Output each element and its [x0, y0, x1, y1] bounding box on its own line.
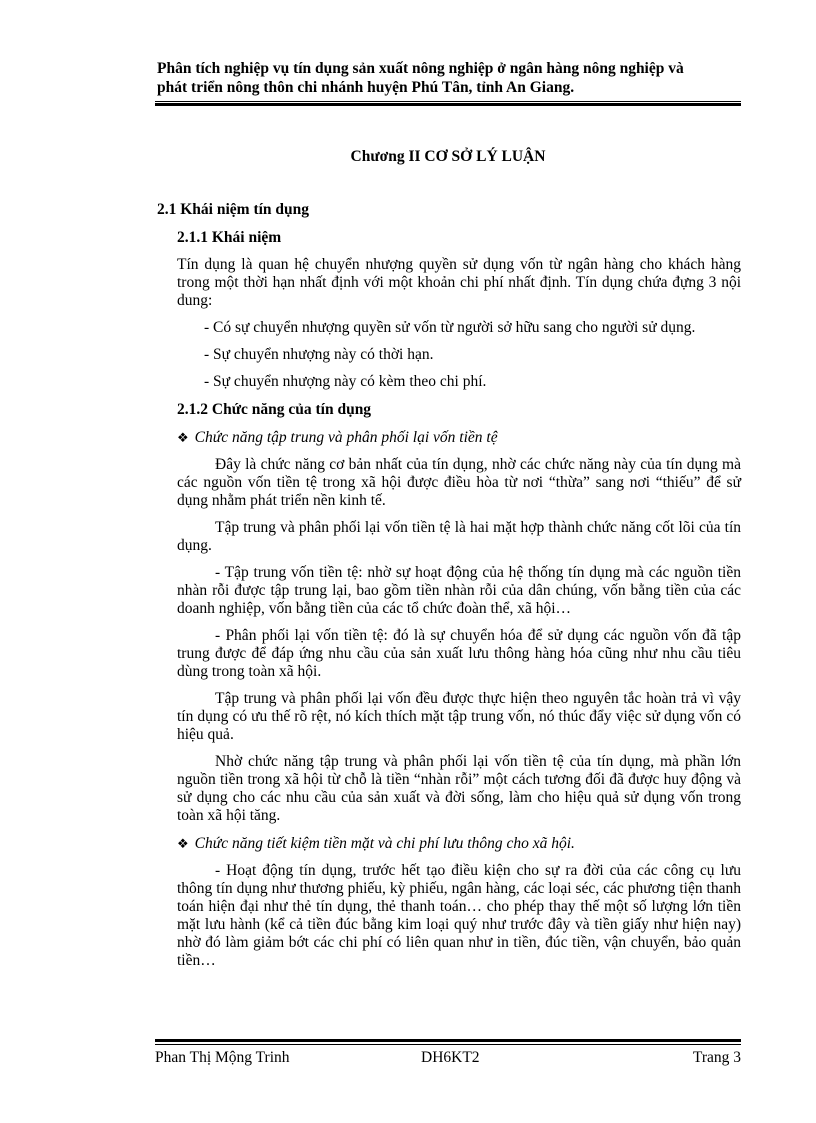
footer-class-code: DH6KT2	[421, 1049, 480, 1066]
header-rule-thick	[155, 103, 741, 106]
function-title-2-text: Chức năng tiết kiệm tiền mặt và chi phí lưu thông cho xã hội.	[194, 835, 575, 852]
header-title-line-1: Phân tích nghiệp vụ tín dụng sản xuất nông nghiệp ở ngân hàng nông nghiệp và	[157, 60, 684, 77]
footer-rule-thick	[155, 1039, 741, 1042]
definition-bullet: - Có sự chuyển nhượng quyền sử vốn từ người sở hữu sang cho người sử dụng.	[204, 319, 696, 336]
main-content	[157, 200, 741, 979]
subsection-heading-2-1-2: 2.1.2 Chức năng của tín dụng	[177, 401, 372, 418]
chapter-title: Chương II CƠ SỞ LÝ LUẬN	[350, 148, 546, 165]
diamond-bullet-icon: ❖	[177, 430, 189, 445]
body-paragraph: - Tập trung vốn tiền tệ: nhờ sự hoạt động của hệ thống tín dụng mà các nguồn tiền nhàn rỗi được tập trung lại, bao gồm tiền nhàn rỗi của dân chúng, vốn bằng tiền của các doanh nghiệp, vốn bằng tiền của các tổ chức đoàn thể, xã hội…	[177, 564, 741, 617]
footer-page-number: Trang 3	[692, 1049, 741, 1066]
section-heading-2-1: 2.1 Khái niệm tín dụng	[157, 201, 310, 218]
document-header	[157, 59, 757, 97]
function-title-1-text: Chức năng tập trung và phân phối lại vốn tiền tệ	[194, 429, 498, 446]
subsection-heading-2-1-1: 2.1.1 Khái niệm	[177, 229, 282, 246]
footer-rule-thin	[155, 1044, 741, 1045]
function-title-1	[177, 428, 741, 447]
body-paragraph: Tập trung và phân phối lại vốn tiền tệ là hai mặt hợp thành chức năng cốt lõi của tín dụng.	[177, 519, 741, 554]
body-paragraph: - Phân phối lại vốn tiền tệ: đó là sự chuyển hóa để sử dụng các nguồn vốn đã tập trung được để đáp ứng nhu cầu của sản xuất lưu thông hàng hóa cũng như nhu cầu tiêu dùng trong toàn xã hội.	[177, 627, 741, 680]
function-title-2	[177, 834, 741, 853]
header-title-line-2: phát triển nông thôn chi nhánh huyện Phú Tân, tỉnh An Giang.	[157, 79, 575, 96]
body-paragraph: Đây là chức năng cơ bản nhất của tín dụng, nhờ các chức năng này của tín dụng mà các nguồn vốn tiền tệ trong xã hội được điều hòa từ nơi “thừa” sang nơi “thiếu” để sử dụng nhằm phát triển nền kinh tế.	[177, 456, 741, 509]
body-paragraph: Nhờ chức năng tập trung và phân phối lại vốn tiền tệ của tín dụng, mà phần lớn nguồn tiền trong xã hội từ chỗ là tiền “nhàn rỗi” một cách tương đối đã được huy động và sử dụng cho các nhu cầu của sản xuất và đời sống, làm cho hiệu quả sử dụng vốn trong toàn xã hội tăng.	[177, 753, 741, 824]
definition-paragraph: Tín dụng là quan hệ chuyển nhượng quyền sử dụng vốn từ ngân hàng cho khách hàng trong một thời hạn nhất định với một khoản chi phí nhất định. Tín dụng chứa đựng 3 nội dung:	[177, 256, 741, 309]
header-rule-thin	[155, 101, 741, 102]
definition-bullet: - Sự chuyển nhượng này có thời hạn.	[204, 346, 434, 363]
body-paragraph: Tập trung và phân phối lại vốn đều được thực hiện theo nguyên tắc hoàn trả vì vậy tín dụng có ưu thế rõ rệt, nó kích thích mặt tập trung vốn, nó thúc đẩy việc sử dụng vốn có hiệu quả.	[177, 690, 741, 743]
diamond-bullet-icon: ❖	[177, 836, 189, 851]
footer-author: Phan Thị Mộng Trinh	[155, 1049, 290, 1066]
definition-bullet: - Sự chuyển nhượng này có kèm theo chi phí.	[204, 373, 487, 390]
body-paragraph: - Hoạt động tín dụng, trước hết tạo điều kiện cho sự ra đời của các công cụ lưu thông tín dụng như thương phiếu, kỳ phiếu, ngân hàng, các loại séc, các phương tiện thanh toán hiện đại như thẻ tín dụng, thẻ thanh toán… cho phép thay thế một số lượng lớn tiền mặt lưu hành (kể cả tiền đúc bằng kim loại quý như trước đây và tiền giấy như hiện nay) nhờ đó làm giảm bớt các chi phí có liên quan như in tiền, đúc tiền, vận chuyển, bảo quản tiền…	[177, 862, 741, 969]
